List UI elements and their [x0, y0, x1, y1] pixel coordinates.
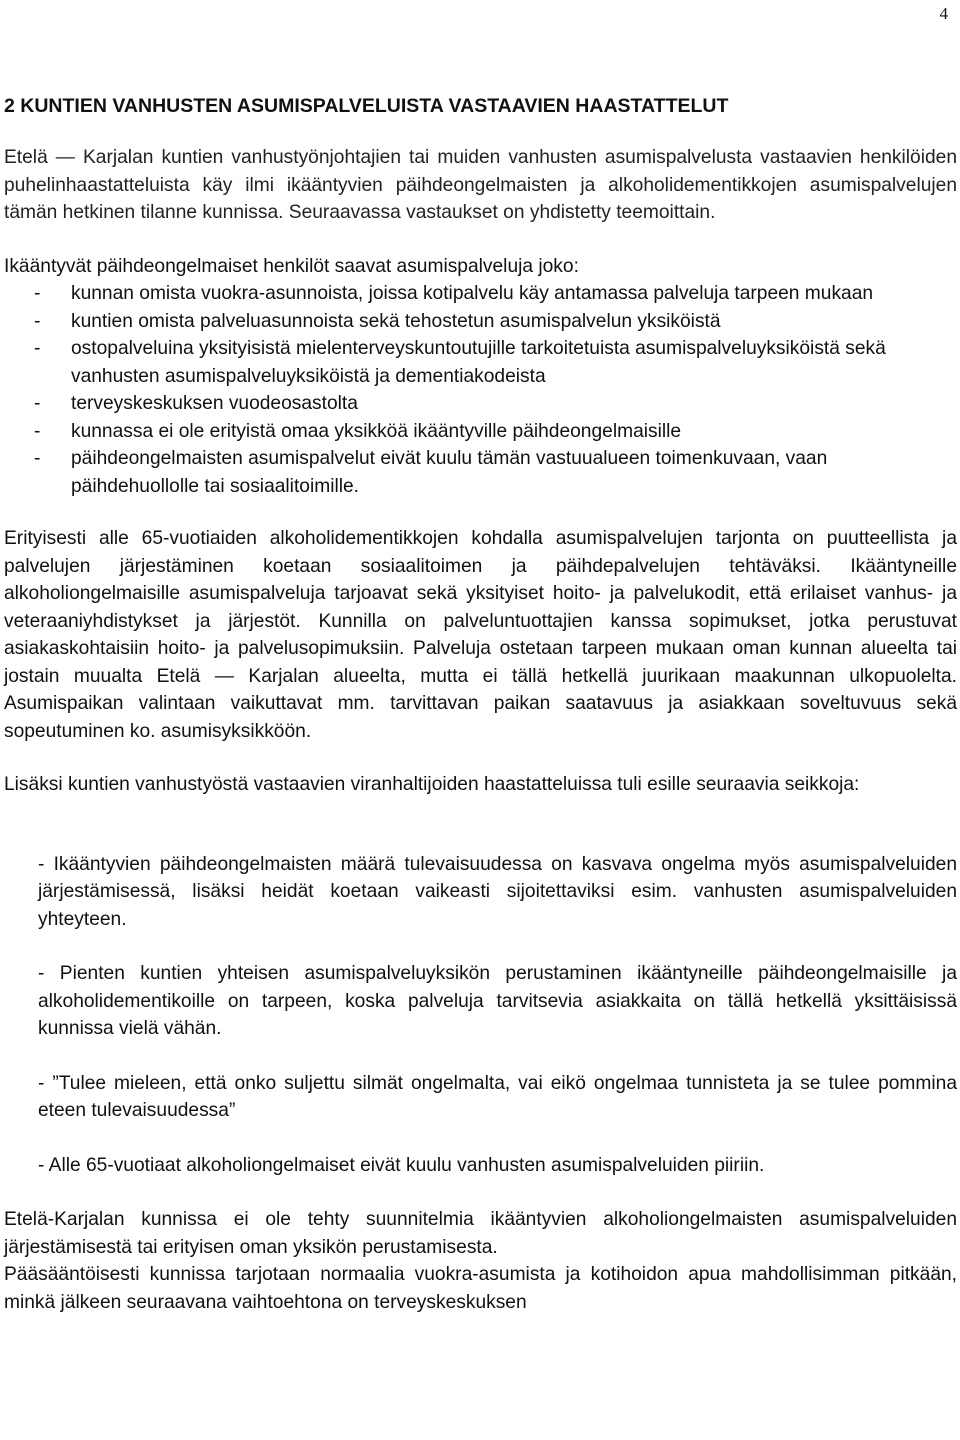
finding-item: - Ikääntyvien päihdeongelmaisten määrä tulevaisuudessa on kasvava ongelma myös asumispalveluiden järjestämisessä, lisäksi heidät koetaan vaikeasti sijoitettaviksi esim. vanhusten asumispalveluiden yhteyteen.	[38, 853, 957, 930]
finding-item: - Alle 65-vuotiaat alkoholiongelmaiset eivät kuulu vanhusten asumispalveluiden piiriin.	[38, 1154, 765, 1176]
list-item: - päihdeongelmaisten asumispalvelut eivät kuulu tämän vastuualueen toimenkuvaan, vaan päihdehuollolle tai sosiaalitoimille.	[4, 445, 957, 500]
housing-options-list	[4, 280, 957, 500]
paragraph-plans: Etelä-Karjalan kunnissa ei ole tehty suunnitelmia ikääntyvien alkoholiongelmaisten asumispalveluiden järjestämisestä tai erityisen oman yksikön perustamisesta.	[4, 1209, 957, 1258]
finding-item: - ”Tulee mieleen, että onko suljettu silmät ongelmalta, vai eikö ongelmaa tunnisteta ja se tulee pommina eteen tulevaisuudessa”	[38, 1072, 957, 1121]
intro-paragraph: Etelä — Karjalan kuntien vanhustyönjohtajien tai muiden vanhusten asumispalvelusta vastaavien henkilöiden puhelinhaastatteluista käy ilmi ikääntyvien päihdeongelmaisten ja alkoholidementikkojen asumispalvelujen tämän hetkinen tilanne kunnissa. Seuraavassa vastaukset on yhdistetty teemoittain.	[4, 147, 957, 223]
list-item: - terveyskeskuksen vuodeosastolta	[4, 390, 957, 418]
paragraph-main-services: Pääsääntöisesti kunnissa tarjotaan normaalia vuokra-asumista ja kotihoidon apua mahdollisimman pitkään, minkä jälkeen seuraavana vaihtoehtona on terveyskeskuksen	[4, 1264, 957, 1313]
list-item: - kunnassa ei ole erityistä omaa yksikköä ikääntyville päihdeongelmaisille	[4, 418, 957, 446]
section-heading: 2 KUNTIEN VANHUSTEN ASUMISPALVELUISTA VASTAAVIEN HAASTATTELUT	[4, 95, 729, 117]
list-item: - ostopalveluina yksityisistä mielenterveyskuntoutujille tarkoitetuista asumispalveluyksiköistä sekä vanhusten asumispalveluyksiköistä ja dementiakodeista	[4, 335, 957, 390]
list-item: - kunnan omista vuokra-asunnoista, joissa kotipalvelu käy antamassa palveluja tarpeen mukaan	[4, 280, 957, 308]
list-item: - kuntien omista palveluasunnoista sekä tehostetun asumispalvelun yksiköistä	[4, 308, 957, 336]
page-number: 4	[939, 4, 948, 23]
list-lead: Ikääntyvät päihdeongelmaiset henkilöt saavat asumispalveluja joko:	[4, 255, 579, 277]
document-body	[4, 93, 957, 1316]
paragraph-interviews: Lisäksi kuntien vanhustyöstä vastaavien viranhaltijoiden haastatteluissa tuli esille seuraavia seikkoja:	[4, 774, 860, 795]
paragraph-services: Erityisesti alle 65-vuotiaiden alkoholidementikkojen kohdalla asumispalvelujen tarjonta on puutteellista ja palvelujen järjestäminen koetaan sosiaalitoimen ja päihdepalvelujen tehtäväksi. Ikääntyneille alkoholiongelmaisille asumispalveluja tarjoavat sekä yksityiset hoito- ja palvelukodit, että erilaiset vanhus- ja veteraaniyhdistykset ja järjestöt. Kunnilla on palveluntuottajien kanssa sopimukset, jotka perustuvat asiakaskohtaisiin hoito- ja palvelusopimuksiin. Palveluja ostetaan tarpeen mukaan oman kunnan alueelta tai jostain muualta Etelä — Karjalan alueelta, mutta ei tällä hetkellä juurikaan maakunnan ulkopuolelta. Asumispaikan valintaan vaikuttavat mm. tarvittavan paikan saatavuus ja asiakkaan soveltuvuus sekä sopeutuminen ko. asumisyksikköön.	[4, 528, 957, 742]
finding-item: - Pienten kuntien yhteisen asumispalveluyksikön perustaminen ikääntyneille päihdeongelmaisille ja alkoholidementikoille on tarpeen, koska palveluja tarvitsevia asiakkaita on tällä hetkellä yksittäisissä kunnissa vielä vähän.	[38, 963, 957, 1039]
